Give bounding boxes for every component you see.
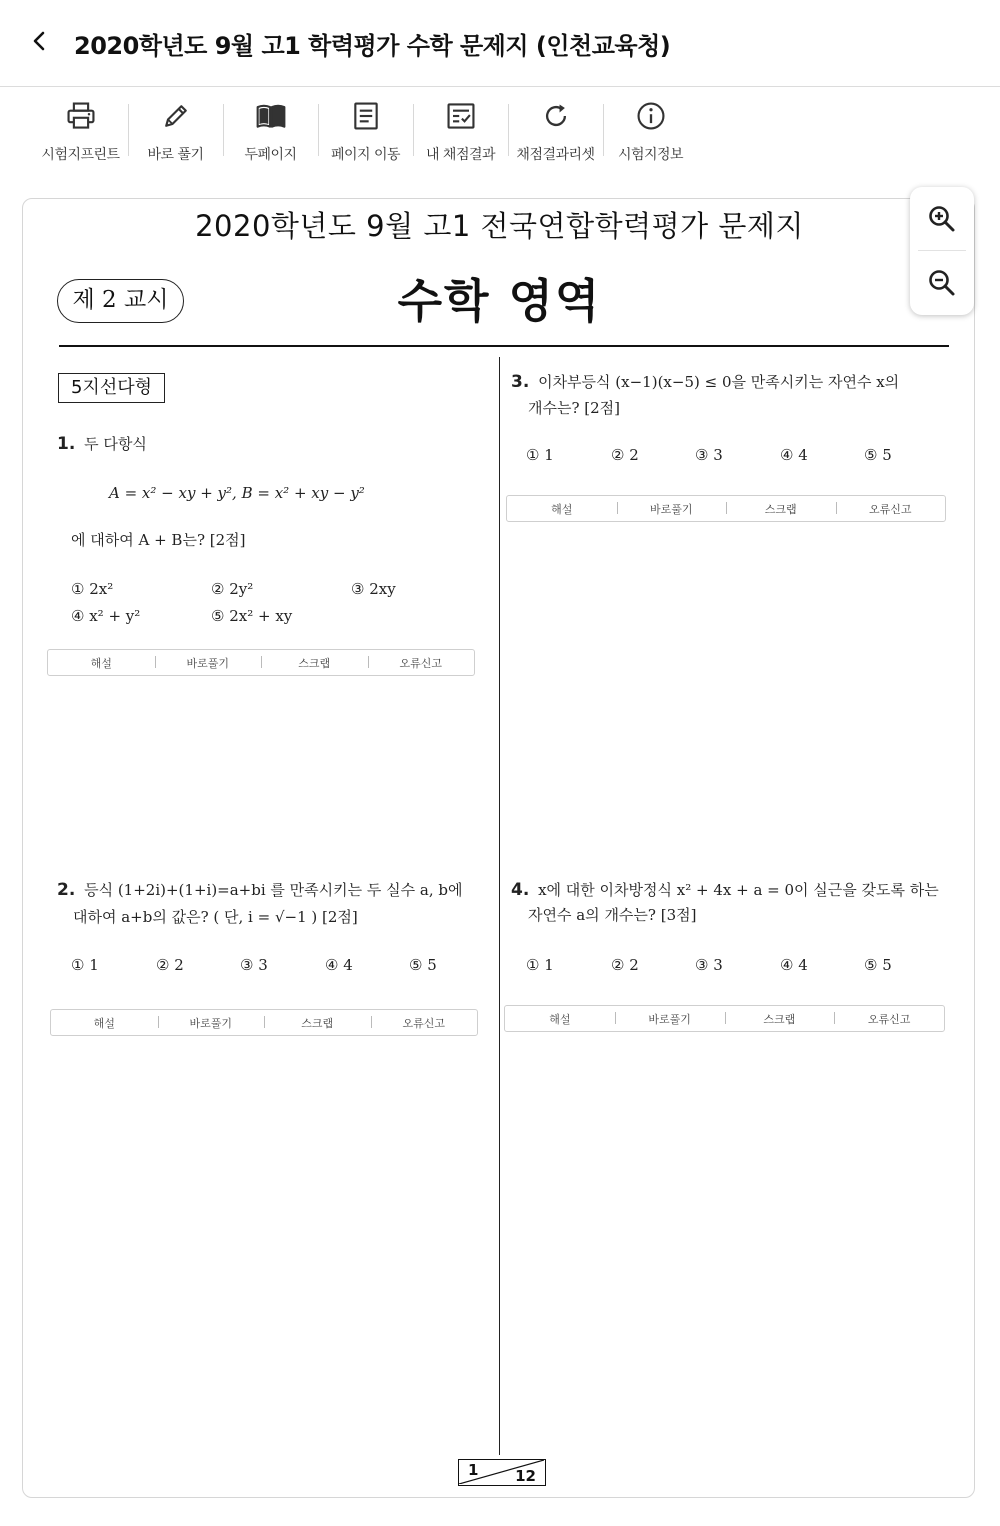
zoom-controls (910, 187, 974, 315)
report-error-button[interactable]: 오류신고 (371, 1015, 478, 1031)
scrap-button[interactable]: 스크랩 (264, 1015, 371, 1031)
question-text-line1: x에 대한 이차방정식 x² + 4x + a = 0이 실근을 갖도록 하는 (538, 881, 939, 899)
question-2-actions (50, 1009, 478, 1036)
exam-info-button[interactable] (603, 98, 698, 164)
question-text-line1: 등식 (1+2i)+(1+i)=a+bi 를 만족시키는 두 실수 a, b에 (84, 881, 463, 899)
choice-2[interactable]: ② 2 (611, 446, 639, 464)
two-page-label: 두페이지 (244, 147, 297, 163)
solution-button[interactable]: 해설 (549, 1012, 571, 1026)
app-header (0, 0, 1000, 87)
solution-button[interactable]: 해설 (551, 502, 573, 516)
solution-button[interactable]: 해설 (93, 1016, 115, 1030)
back-arrow-icon[interactable] (26, 26, 54, 56)
question-number: 3. (511, 372, 530, 392)
solve-button[interactable]: 바로풀기 (617, 501, 727, 517)
choice-2[interactable]: ② 2 (156, 956, 184, 974)
period-badge: 제 2 교시 (57, 279, 184, 323)
question-type-box: 5지선다형 (58, 373, 165, 403)
question-1-text: 에 대하여 A + B는? [2점] (71, 531, 246, 549)
solve-button[interactable]: 바로풀기 (615, 1011, 725, 1027)
solution-button[interactable]: 해설 (90, 656, 112, 670)
checklist-icon (443, 100, 479, 132)
choice-4[interactable]: ④ 4 (780, 446, 808, 464)
choice-4[interactable]: ④ x² + y² (71, 607, 141, 625)
report-error-button[interactable]: 오류신고 (834, 1011, 944, 1027)
question-4-text-line2: 자연수 a의 개수는? [3점] (528, 906, 697, 924)
scrap-button[interactable]: 스크랩 (261, 655, 368, 671)
printer-icon (63, 100, 99, 132)
page-number-box (458, 1459, 546, 1486)
print-exam-label: 시험지프린트 (41, 147, 120, 163)
choice-4[interactable]: ④ 4 (325, 956, 353, 974)
choice-5[interactable]: ⑤ 5 (409, 956, 437, 974)
solve-now-button[interactable] (128, 98, 223, 164)
exam-page (22, 198, 975, 1498)
zoom-out-icon (927, 268, 957, 298)
reset-grading-label: 채점결과리셋 (516, 147, 595, 163)
column-divider (499, 357, 500, 1455)
question-3-text-line2: 개수는? [2점] (528, 399, 621, 417)
toolbar (33, 98, 698, 168)
exam-info-label: 시험지정보 (617, 147, 684, 163)
choice-5[interactable]: ⑤ 5 (864, 956, 892, 974)
header-divider (59, 345, 949, 347)
page-move-button[interactable] (318, 98, 413, 164)
choice-5[interactable]: ⑤ 5 (864, 446, 892, 464)
book-icon (253, 100, 289, 132)
choice-3[interactable]: ③ 3 (695, 956, 723, 974)
choice-1[interactable]: ① 2x² (71, 580, 114, 598)
choice-3[interactable]: ③ 2xy (351, 580, 396, 598)
scrap-button[interactable]: 스크랩 (726, 501, 836, 517)
question-1-actions (47, 649, 475, 676)
page-title: 2020학년도 9월 고1 학력평가 수학 문제지 (인천교육청) (74, 32, 671, 60)
refresh-icon (538, 100, 574, 132)
info-icon (633, 100, 669, 132)
question-2[interactable] (57, 879, 462, 900)
page-total: 12 (515, 1467, 536, 1485)
choice-1[interactable]: ① 1 (526, 446, 554, 464)
two-page-button[interactable] (223, 98, 318, 164)
question-number: 1. (57, 434, 76, 454)
zoom-out-button[interactable] (910, 251, 974, 314)
choice-1[interactable]: ① 1 (71, 956, 99, 974)
choice-1[interactable]: ① 1 (526, 956, 554, 974)
choice-2[interactable]: ② 2y² (211, 580, 254, 598)
solve-now-label: 바로 풀기 (147, 147, 204, 163)
pencil-icon (158, 100, 194, 132)
exam-title: 2020학년도 9월 고1 전국연합학력평가 문제지 (195, 209, 804, 243)
reset-grading-button[interactable] (508, 98, 603, 164)
question-2-text-line2: 대하여 a+b의 값은? ( 단, i = √−1 ) [2점] (73, 908, 358, 926)
zoom-in-icon (927, 204, 957, 234)
question-4-actions (504, 1005, 945, 1032)
question-1-equation: A = x² − xy + y², B = x² + xy − y² (109, 484, 365, 502)
print-exam-button[interactable] (33, 98, 128, 164)
choice-3[interactable]: ③ 3 (695, 446, 723, 464)
report-error-button[interactable]: 오류신고 (836, 501, 946, 517)
question-3[interactable] (511, 371, 899, 392)
solve-button[interactable]: 바로풀기 (155, 655, 262, 671)
choice-5[interactable]: ⑤ 2x² + xy (211, 607, 293, 625)
report-error-button[interactable]: 오류신고 (368, 655, 475, 671)
my-grading-button[interactable] (413, 98, 508, 164)
zoom-in-button[interactable] (910, 187, 974, 250)
my-grading-label: 내 채점결과 (425, 147, 496, 163)
question-number: 4. (511, 880, 530, 900)
question-4[interactable] (511, 879, 939, 900)
subject-title: 수학 영역 (397, 274, 602, 328)
question-text: 두 다항식 (84, 435, 147, 453)
page-current: 1 (468, 1461, 479, 1479)
document-icon (348, 100, 384, 132)
choice-2[interactable]: ② 2 (611, 956, 639, 974)
choice-3[interactable]: ③ 3 (240, 956, 268, 974)
question-number: 2. (57, 880, 76, 900)
page-move-label: 페이지 이동 (330, 147, 401, 163)
question-text-line1: 이차부등식 (x−1)(x−5) ≤ 0을 만족시키는 자연수 x의 (538, 373, 900, 391)
scrap-button[interactable]: 스크랩 (725, 1011, 835, 1027)
choice-4[interactable]: ④ 4 (780, 956, 808, 974)
question-1[interactable] (57, 433, 147, 454)
question-3-actions (506, 495, 946, 522)
solve-button[interactable]: 바로풀기 (158, 1015, 265, 1031)
